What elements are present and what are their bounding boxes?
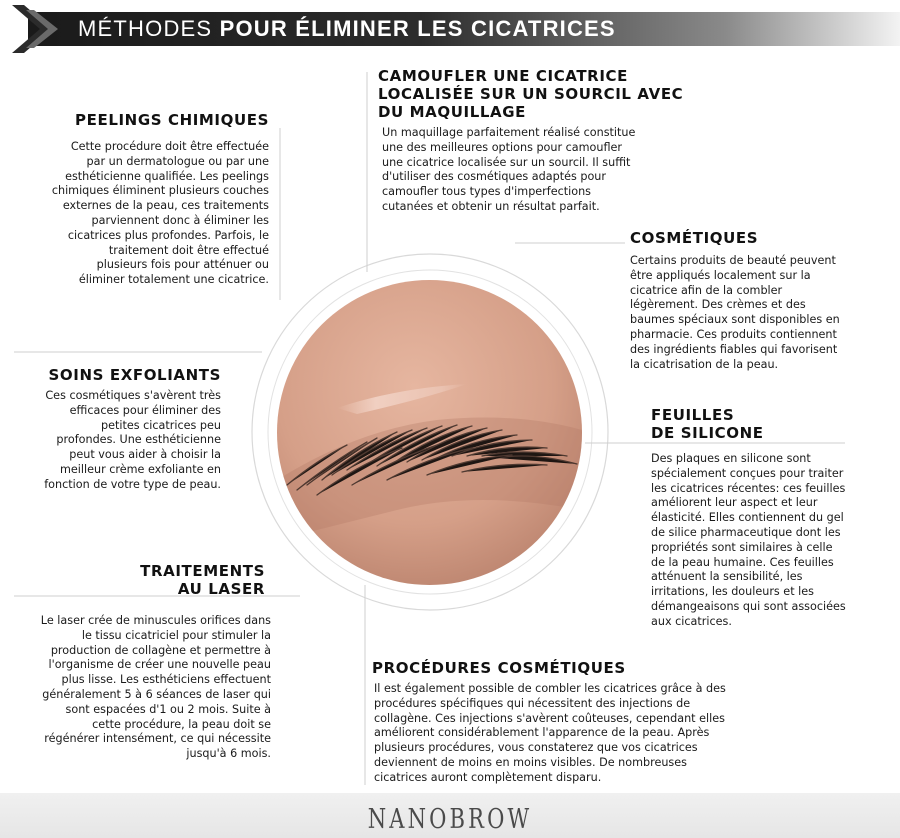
section-cosmetiques-title: COSMÉTIQUES (630, 229, 759, 247)
text-line: Des plaques en silicone sont (651, 452, 811, 465)
text-line: peut vous aider à choisir la (69, 448, 221, 462)
page-title-bold: POUR ÉLIMINER LES CICATRICES (219, 16, 616, 41)
text-line: esthéticienne qualifiée. Les peelings (65, 169, 269, 183)
section-cosmetiques (630, 229, 890, 372)
text-line: chimiques éliminent plusieurs couches (51, 184, 269, 198)
section-peelings-title: PEELINGS CHIMIQUES (75, 111, 269, 129)
text-line: efficaces pour éliminer des (69, 403, 221, 417)
title-line: AU LASER (177, 580, 265, 598)
text-line: jusqu'à 6 mois. (186, 747, 271, 761)
section-peelings-text (18, 140, 269, 288)
page-title-light: MÉTHODES (78, 16, 213, 41)
text-line: par un dermatologue ou par une (86, 154, 269, 168)
section-silicone-title (651, 406, 891, 442)
text-line: cutanées et obtenir un résultat parfait. (382, 199, 600, 213)
title-line: FEUILLES (651, 406, 735, 424)
section-camoufler (378, 67, 738, 215)
text-line: cicatrices plus profondes. Parfois, le (67, 228, 269, 242)
text-line: atténuent la sensibilité, les (651, 570, 803, 584)
text-line: le tissu cicatriciel pour stimuler la (81, 628, 271, 642)
section-procedures (372, 659, 792, 786)
text-line: camoufler tous types d'imperfections (382, 185, 592, 199)
section-camoufler-text (378, 126, 738, 215)
section-peelings (18, 111, 269, 288)
title-line: DE SILICONE (651, 424, 764, 442)
text-line: parviennent donc à éliminer les (91, 213, 269, 227)
text-line: traitement doit être effectué (108, 243, 269, 257)
text-line: améliorent considérablement l'apparence de la peau. Après (374, 726, 710, 740)
text-line: Ces cosmétiques s'avèrent très (45, 389, 221, 402)
text-line: une cicatrice localisée sur un sourcil. Il suffit (382, 155, 631, 169)
section-camoufler-title (378, 67, 738, 121)
text-line: plusieurs fois pour atténuer ou (96, 258, 269, 272)
text-line: Un maquillage parfaitement réalisé constitue (382, 126, 636, 139)
text-line: cette procédure, la peau doit se (92, 717, 271, 731)
text-line: l'organisme de créer une nouvelle peau (48, 658, 271, 672)
text-line: Il est également possible de combler les cicatrices grâce à des (374, 682, 726, 695)
section-silicone (651, 406, 891, 630)
section-exfoliants (18, 366, 221, 493)
text-line: Cette procédure doit être effectuée (70, 140, 269, 153)
text-line: la cicatrisation de la peau. (630, 357, 779, 371)
text-line: Le laser crée de minuscules orifices dans (40, 614, 271, 627)
text-line: être appliqués localement sur la (630, 268, 811, 282)
title-line: LOCALISÉE SUR UN SOURCIL AVEC (378, 85, 684, 103)
text-line: procédures spécifiques qui nécessitent des injections de (374, 696, 691, 710)
text-line: meilleur crème exfoliante en (59, 462, 221, 476)
text-line: profondes. Une esthéticienne (56, 433, 221, 447)
text-line: d'utiliser des cosmétiques adaptés pour (382, 170, 606, 184)
text-line: élasticité. Elles contiennent du gel (651, 511, 844, 525)
text-line: démangeaisons qui sont associées (651, 599, 846, 613)
section-exfoliants-title: SOINS EXFOLIANTS (48, 366, 221, 384)
text-line: les cicatrices récentes: ces feuilles (651, 481, 846, 495)
text-line: petites cicatrices peu (101, 418, 221, 432)
text-line: sont espacées d'1 ou 2 mois. Suite à (65, 702, 271, 716)
text-line: baumes spéciaux sont disponibles en (630, 313, 840, 327)
section-exfoliants-text (18, 389, 221, 493)
section-laser-title (14, 562, 271, 598)
text-line: légèrement. Des crèmes et des (630, 298, 806, 312)
text-line: de silice pharmaceutique dont les (651, 525, 841, 539)
text-line: cicatrices auront complètement disparu. (374, 770, 602, 784)
text-line: une des meilleures options pour camoufler (382, 140, 623, 154)
text-line: aux cicatrices. (651, 614, 732, 628)
text-line: collagène. Ces injections s'avèrent coûteuses, cependant elles (374, 711, 725, 725)
section-procedures-title: PROCÉDURES COSMÉTIQUES (372, 659, 626, 677)
text-line: propriétés sont similaires à celle (651, 540, 833, 554)
text-line: de la peau humaine. Ces feuilles (651, 555, 834, 569)
text-line: production de collagène et permettre à (50, 643, 271, 657)
text-line: généralement 5 à 6 séances de laser qui (42, 687, 271, 701)
section-laser-text (14, 614, 271, 762)
title-line: CAMOUFLER UNE CICATRICE (378, 67, 628, 85)
title-line: DU MAQUILLAGE (378, 103, 526, 121)
title-line: TRAITEMENTS (140, 562, 265, 580)
text-line: Certains produits de beauté peuvent (630, 254, 836, 267)
text-line: irritations, les douleurs et les (651, 585, 814, 599)
text-line: plusieurs procédures, vous constaterez que vos cicatrices (374, 741, 698, 755)
section-laser (14, 562, 271, 762)
section-procedures-text (372, 682, 792, 786)
text-line: pharmacie. Ces produits contiennent (630, 327, 837, 341)
text-line: éliminer totalement une cicatrice. (78, 273, 269, 287)
text-line: régénérer intensément, ce qui nécessite (44, 732, 271, 746)
text-line: améliorent leur aspect et leur (651, 496, 818, 510)
text-line: plus lisse. Les esthéticiens effectuent (61, 673, 271, 687)
section-silicone-text (651, 452, 891, 630)
text-line: externes de la peau, ces traitements (62, 199, 269, 213)
brand-logo: NANOBROW (367, 804, 533, 835)
text-line: cicatrice afin de la combler (630, 283, 783, 297)
text-line: des ingrédients fiables qui favorisent (630, 342, 838, 356)
section-cosmetiques-text (630, 254, 890, 372)
text-line: deviennent de moins en moins visibles. De nombreuses (374, 755, 687, 769)
eyebrow-photo (277, 280, 582, 585)
text-line: spécialement conçues pour traiter (651, 466, 844, 480)
text-line: fonction de votre type de peau. (44, 477, 221, 491)
